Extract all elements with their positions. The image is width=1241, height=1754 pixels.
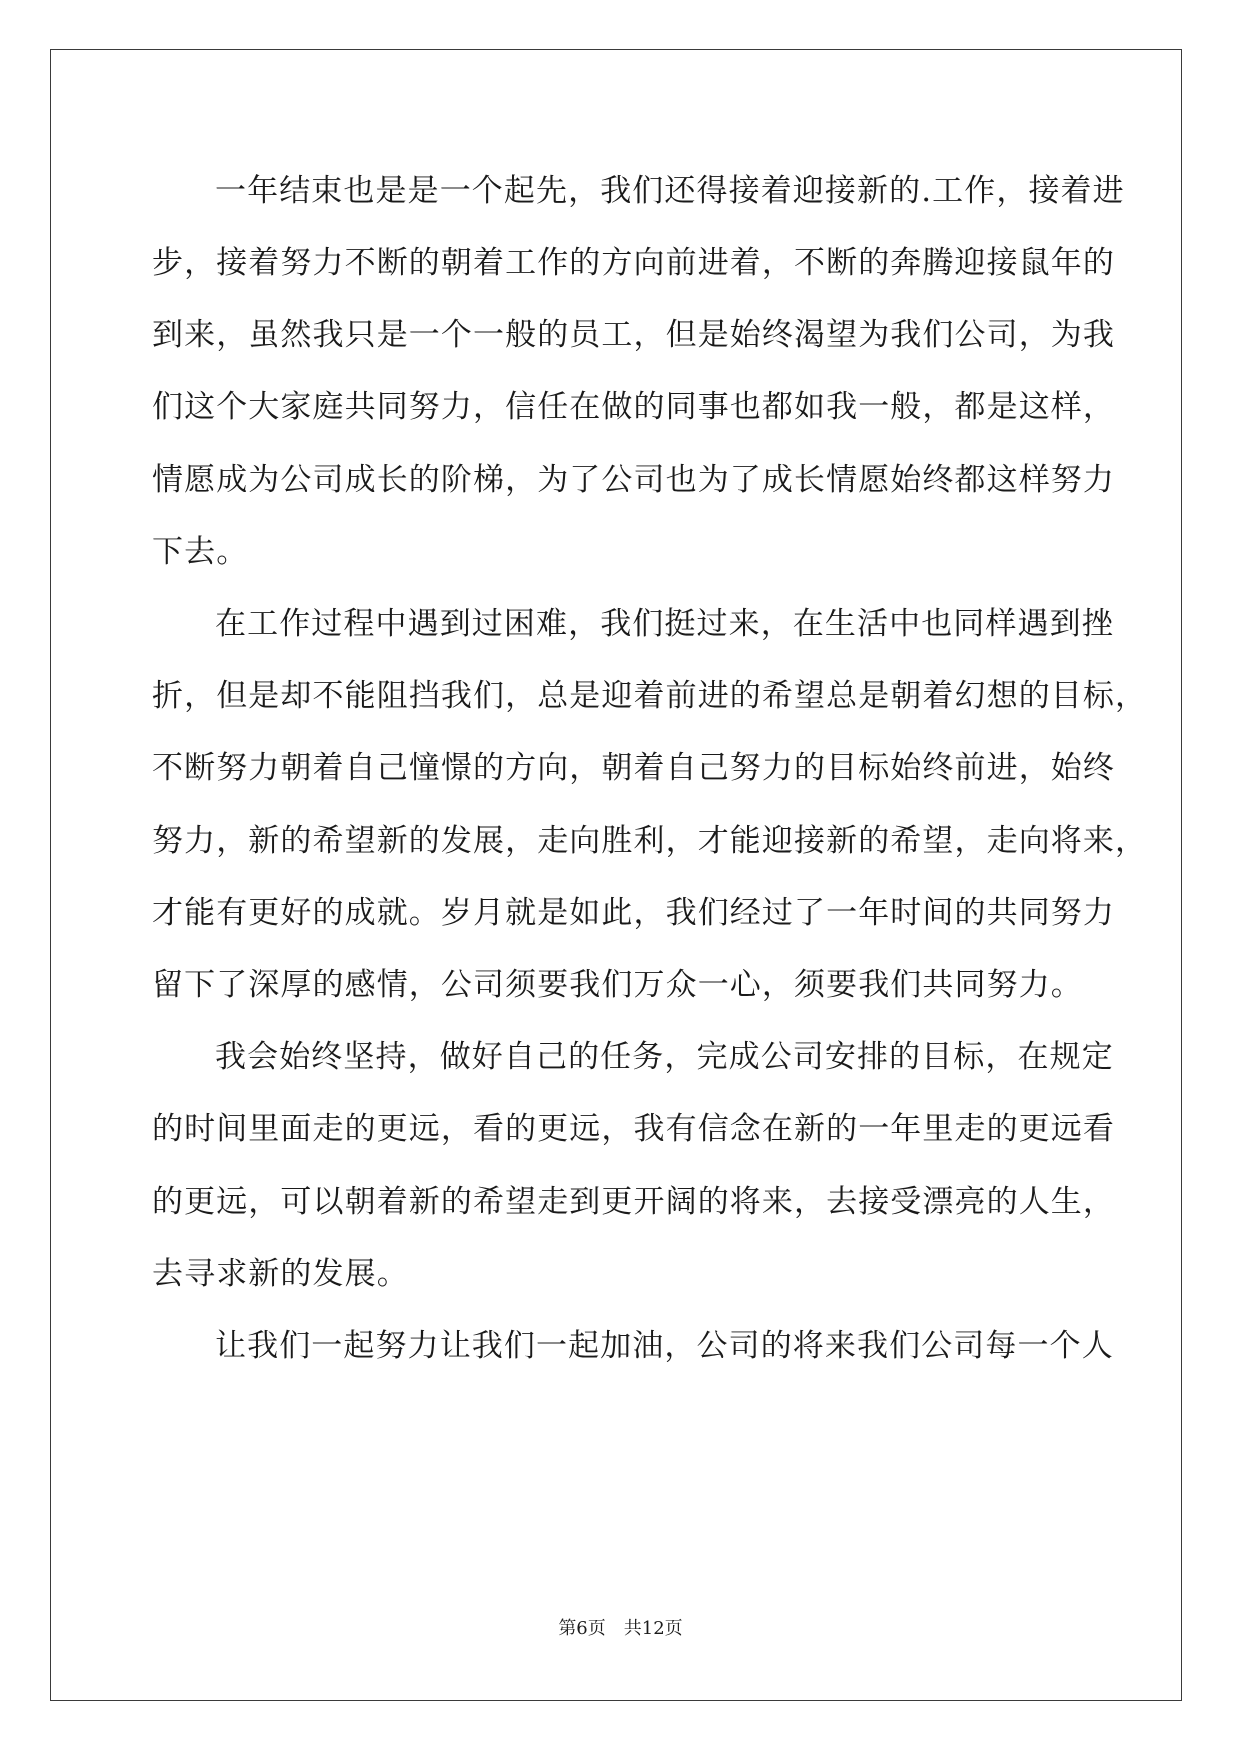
page-footer: 第6页 共12页 (558, 1618, 683, 1639)
text-line: 的时间里面走的更远，看的更远，我有信念在新的一年里走的更远看 (152, 1111, 1115, 1147)
text-line: 努力，新的希望新的发展，走向胜利，才能迎接新的希望，走向将来， (152, 823, 1148, 859)
text-line: 步，接着努力不断的朝着工作的方向前进着，不断的奔腾迎接鼠年的 (152, 245, 1115, 281)
page-border (50, 49, 1182, 1701)
text-line: 下去。 (152, 534, 249, 570)
text-line: 在工作过程中遇到过困难，我们挺过来，在生活中也同样遇到挫 (215, 606, 1114, 642)
text-line: 留下了深厚的感情，公司须要我们万众一心，须要我们共同努力。 (152, 967, 1083, 1003)
text-line: 才能有更好的成就。岁月就是如此，我们经过了一年时间的共同努力 (152, 895, 1115, 931)
text-line: 去寻求新的发展。 (152, 1256, 409, 1292)
text-line: 的更远，可以朝着新的希望走到更开阔的将来，去接受漂亮的人生， (152, 1184, 1115, 1220)
text-line: 情愿成为公司成长的阶梯，为了公司也为了成长情愿始终都这样努力 (152, 462, 1115, 498)
text-line: 一年结束也是是一个起先，我们还得接着迎接新的.工作，接着进 (215, 173, 1125, 209)
text-line: 我会始终坚持，做好自己的任务，完成公司安排的目标，在规定 (215, 1039, 1114, 1075)
text-line: 们这个大家庭共同努力，信任在做的同事也都如我一般，都是这样， (152, 389, 1115, 425)
text-line: 让我们一起努力让我们一起加油，公司的将来我们公司每一个人 (215, 1328, 1114, 1364)
text-line: 不断努力朝着自己憧憬的方向，朝着自己努力的目标始终前进，始终 (152, 750, 1115, 786)
text-line: 到来，虽然我只是一个一般的员工，但是始终渴望为我们公司，为我 (152, 317, 1115, 353)
text-line: 折，但是却不能阻挡我们，总是迎着前进的希望总是朝着幻想的目标， (152, 678, 1148, 714)
